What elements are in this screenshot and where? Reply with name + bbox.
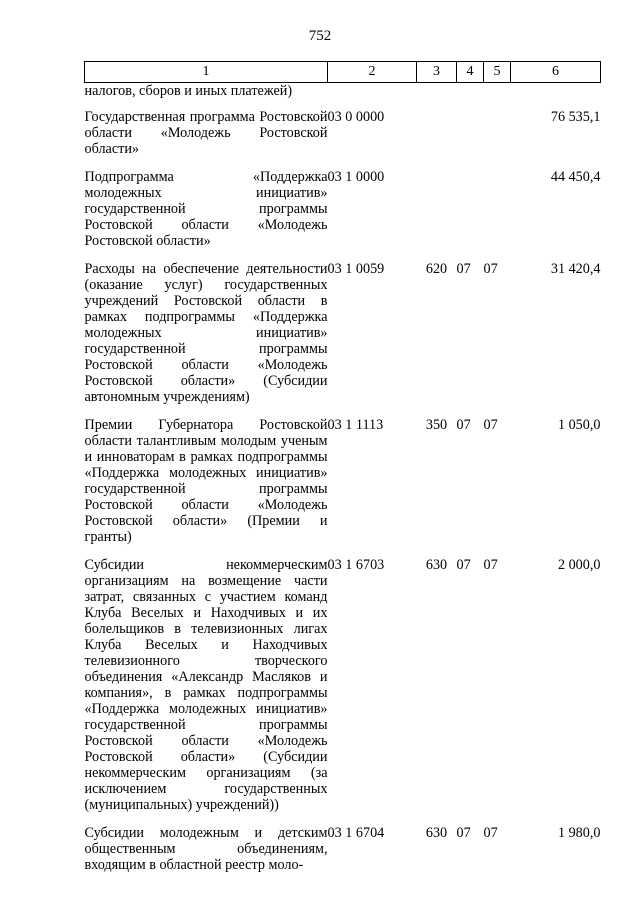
table-row bbox=[85, 813, 601, 873]
item-name: Субсидии молодежным и детским общественным объединениям, входящим в областной реестр моло- bbox=[84, 825, 328, 873]
column-header-5: 5 bbox=[484, 62, 511, 83]
target-code: 03 1 6703 bbox=[327, 557, 385, 573]
amount: 1 050,0 bbox=[557, 417, 601, 433]
target-code: 03 0 0000 bbox=[327, 109, 385, 125]
expense-type bbox=[417, 99, 457, 157]
column-header-6: 6 bbox=[511, 62, 601, 83]
expense-type: 620 bbox=[425, 261, 448, 277]
subsection: 07 bbox=[483, 261, 498, 277]
table-header bbox=[85, 62, 601, 83]
expense-type: 630 bbox=[425, 825, 448, 841]
expense-type bbox=[417, 157, 457, 249]
column-header-1: 1 bbox=[85, 62, 328, 83]
amount: 1 980,0 bbox=[557, 825, 601, 841]
subsection: 07 bbox=[483, 557, 498, 573]
continuation-text: налогов, сборов и иных платежей) bbox=[84, 83, 293, 99]
continuation-row bbox=[85, 83, 601, 100]
page-number: 752 bbox=[308, 28, 332, 44]
subsection: 07 bbox=[483, 417, 498, 433]
amount: 76 535,1 bbox=[550, 109, 601, 125]
section: 07 bbox=[456, 557, 471, 573]
expense-type: 350 bbox=[425, 417, 448, 433]
section: 07 bbox=[456, 825, 471, 841]
column-header-2: 2 bbox=[328, 62, 417, 83]
subsection: 07 bbox=[483, 825, 498, 841]
table-row bbox=[85, 157, 601, 249]
subsection bbox=[484, 157, 511, 249]
table-row bbox=[85, 405, 601, 545]
table-row bbox=[85, 99, 601, 157]
target-code: 03 1 0000 bbox=[327, 169, 385, 185]
budget-table bbox=[84, 61, 601, 873]
expense-type: 630 bbox=[425, 557, 448, 573]
target-code: 03 1 1113 bbox=[327, 417, 384, 433]
subsection bbox=[484, 99, 511, 157]
item-name: Расходы на обеспечение деятельности (оказание услуг) государственных учреждений Ростовской области в рамках подпрограммы «Поддержка молодежных инициатив» государственной программы Ростовской области «Молодежь Ростовской области» (Субсидии автономным учреждениям) bbox=[84, 261, 328, 405]
column-header-3: 3 bbox=[417, 62, 457, 83]
column-header-4: 4 bbox=[457, 62, 484, 83]
item-name: Подпрограмма «Поддержка молодежных инициатив» государственной программы Ростовской области «Молодежь Ростовской области» bbox=[84, 169, 328, 249]
table-row bbox=[85, 249, 601, 405]
table-row bbox=[85, 545, 601, 813]
section bbox=[457, 157, 484, 249]
amount: 44 450,4 bbox=[550, 169, 601, 185]
item-name: Премии Губернатора Ростовской области талантливым молодым ученым и инноваторам в рамках подпрограммы «Поддержка молодежных инициатив» государственной программы Ростовской области «Молодежь Ростовской области» (Премии и гранты) bbox=[84, 417, 328, 545]
target-code: 03 1 6704 bbox=[327, 825, 385, 841]
item-name: Субсидии некоммерческим организациям на возмещение части затрат, связанных с участием команд Клуба Веселых и Находчивых и их болельщиков в телевизионных лигах Клуба Веселых и Находчивых телевизионного творческого объединения «Александр Масляков и компания», в рамках подпрограммы «Поддержка молодежных инициатив» государственной программы Ростовской области «Молодежь Ростовской области» (Субсидии некоммерческим организациям (за исключением государственных (муниципальных) учреждений)) bbox=[84, 557, 328, 813]
amount: 31 420,4 bbox=[550, 261, 601, 277]
target-code: 03 1 0059 bbox=[327, 261, 385, 277]
section: 07 bbox=[456, 261, 471, 277]
amount: 2 000,0 bbox=[557, 557, 601, 573]
item-name: Государственная программа Ростовской области «Молодежь Ростовской области» bbox=[84, 109, 328, 157]
section: 07 bbox=[456, 417, 471, 433]
section bbox=[457, 99, 484, 157]
